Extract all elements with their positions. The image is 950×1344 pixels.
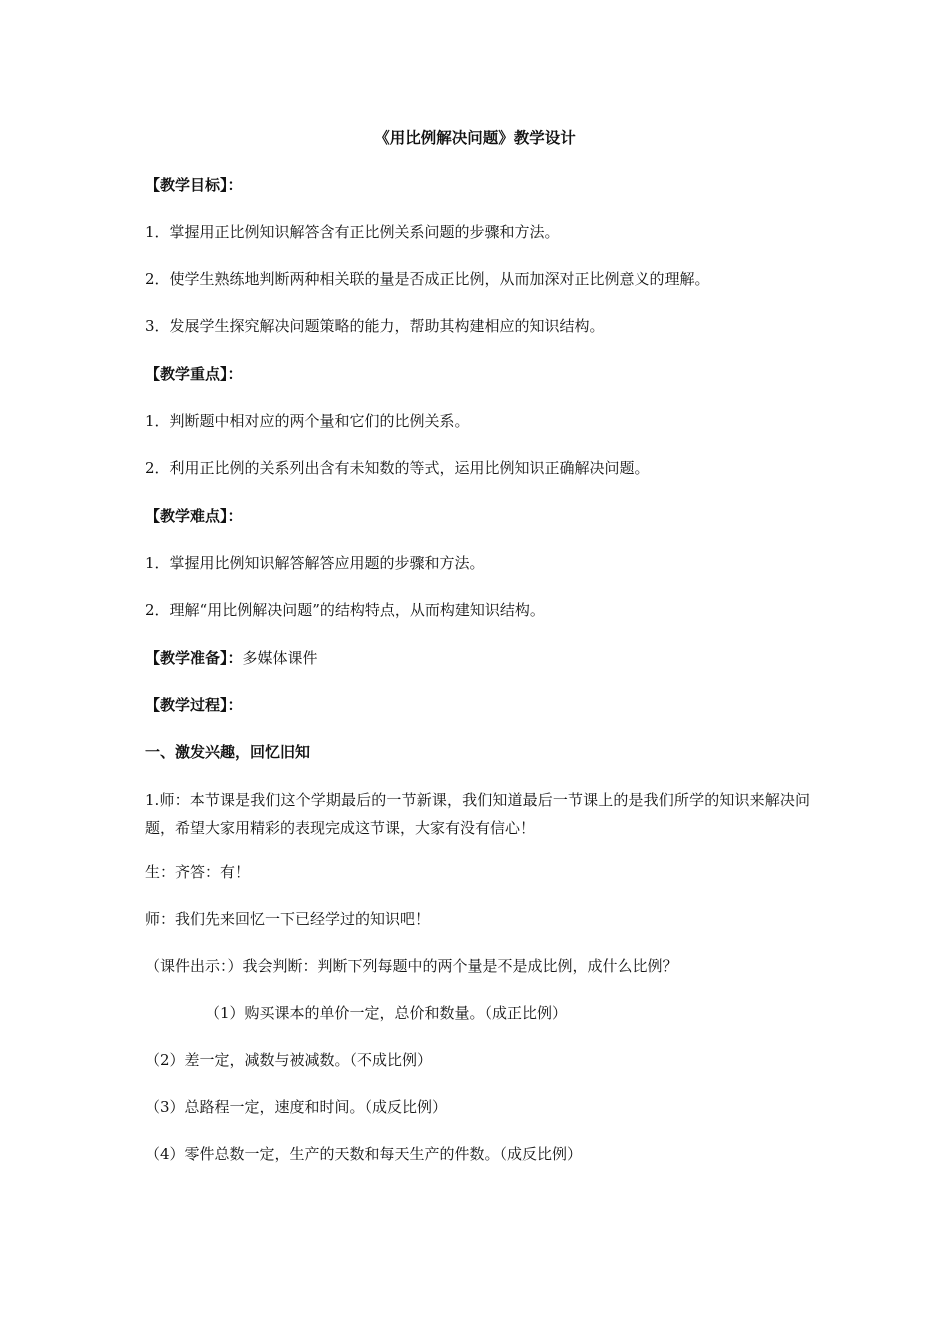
process-heading: 【教学过程】：: [145, 696, 243, 714]
difficulties-heading: 【教学难点】：: [145, 507, 243, 525]
question-item-4: （4）零件总数一定，生产的天数和每天生产的件数。（成反比例）: [145, 1145, 583, 1163]
question-item-1: （1）购买课本的单价一定，总价和数量。（成正比例）: [205, 1004, 568, 1022]
section-1-title: 一、激发兴趣，回忆旧知: [145, 743, 311, 761]
teacher-review-line: 师：我们先来回忆一下已经学过的知识吧！: [145, 910, 431, 928]
key-points-heading: 【教学重点】：: [145, 365, 243, 383]
difficulty-item-2: 2．理解“用比例解决问题”的结构特点，从而构建知识结构。: [145, 601, 545, 619]
courseware-prompt-line: （课件出示：）我会判断：判断下列每题中的两个量是不是成比例，成什么比例？: [145, 957, 678, 975]
objective-item-3: 3．发展学生探究解决问题策略的能力，帮助其构建相应的知识结构。: [145, 317, 605, 335]
key-point-item-1: 1．判断题中相对应的两个量和它们的比例关系。: [145, 412, 470, 430]
preparation-text: 多媒体课件: [242, 649, 318, 667]
question-item-2: （2）差一定，减数与被减数。（不成比例）: [145, 1051, 433, 1069]
student-response-line: 生：齐答：有！: [145, 863, 251, 881]
key-point-item-2: 2．利用正比例的关系列出含有未知数的等式，运用比例知识正确解决问题。: [145, 459, 650, 477]
preparation-heading: 【教学准备】：: [145, 649, 243, 667]
objective-item-1: 1．掌握用正比例知识解答含有正比例关系问题的步骤和方法。: [145, 223, 560, 241]
preparation-line: [145, 648, 318, 668]
objectives-heading: 【教学目标】：: [145, 176, 243, 194]
objective-item-2: 2．使学生熟练地判断两种相关联的量是否成正比例，从而加深对正比例意义的理解。: [145, 270, 710, 288]
teacher-intro-paragraph: 1.师：本节课是我们这个学期最后的一节新课，我们知道最后一节课上的是我们所学的知识来解决问题，希望大家用精彩的表现完成这节课，大家有没有信心！: [145, 791, 810, 837]
question-item-3: （3）总路程一定，速度和时间。（成反比例）: [145, 1098, 448, 1116]
difficulty-item-1: 1．掌握用比例知识解答解答应用题的步骤和方法。: [145, 554, 485, 572]
document-title: 《用比例解决问题》教学设计: [374, 128, 576, 147]
